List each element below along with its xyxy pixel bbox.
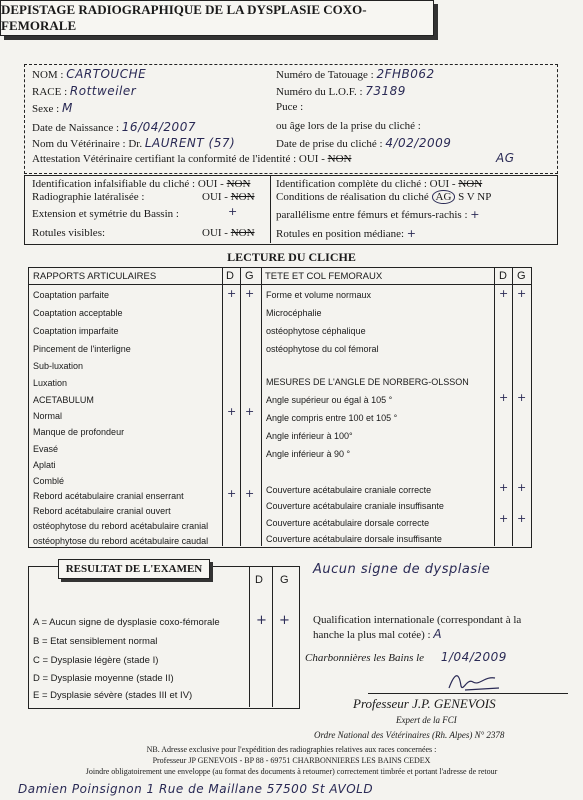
mark-forme-d: +	[499, 287, 509, 300]
mark-enserrant-g: +	[245, 487, 255, 500]
mark-craniale-d: +	[499, 481, 509, 494]
left-col-d: D	[226, 270, 234, 282]
lof-value: 73189	[365, 84, 406, 98]
norberg-row: Angle compris entre 100 et 105 °	[266, 413, 398, 423]
conclusion-handwritten: Aucun signe de dysplasie	[313, 562, 491, 577]
qualification-label: Qualification internationale (correspondant à la hanche la plus mal cotée) :	[313, 614, 522, 641]
qualification-value: A	[433, 627, 443, 641]
parallelisme-row	[276, 208, 480, 221]
rotules-oui: OUI -	[202, 227, 228, 239]
infalsifiable-non: NON	[226, 178, 251, 190]
resultat-item: C = Dysplasie légère (stade I)	[33, 655, 159, 666]
ordre-label: Ordre National des Vétérinaires (Rh. Alpes) N° 2378	[314, 730, 505, 740]
age-label: ou âge lors de la prise du cliché :	[276, 120, 421, 132]
lecture-mid-divider	[261, 267, 262, 546]
veterinaire-row	[32, 136, 235, 150]
extension-label: Extension et symétrie du Bassin :	[32, 208, 179, 220]
infalsifiable-row	[32, 178, 250, 190]
professeur-name: Professeur J.P. GENEVOIS	[353, 696, 496, 711]
radio-label: Radiographie latéralisée :	[32, 191, 145, 203]
attestation-label: Attestation Vétérinaire certifiant la conformité de l'identité : OUI -	[32, 153, 325, 165]
place-row	[305, 650, 507, 664]
left-header: RAPPORTS ARTICULAIRES	[33, 271, 157, 282]
conditions-options: S V NP	[458, 191, 492, 203]
resultat-heading: RESULTAT DE L'EXAMEN	[65, 563, 203, 575]
acetabulum-row: ostéophytose du rebord acétabulaire cranial	[33, 521, 209, 531]
norberg-header: MESURES DE L'ANGLE DE NORBERG-OLSSON	[266, 377, 469, 387]
qualification-block	[313, 613, 551, 642]
attestation-non: NON	[327, 153, 352, 165]
lecture-col-d-right	[494, 267, 495, 546]
couverture-row: Couverture acétabulaire craniale insuffisante	[266, 501, 444, 511]
right-col-d: D	[499, 270, 507, 282]
tatouage-row	[276, 67, 435, 81]
race-row	[32, 84, 136, 98]
sexe-row	[32, 101, 73, 115]
radio-row	[32, 191, 144, 203]
right-header: TETE ET COL FEMORAUX	[265, 271, 383, 282]
complete-row	[276, 178, 482, 190]
rotules-med-label: Rotules en position médiane:	[276, 228, 405, 240]
puce-row	[276, 101, 303, 113]
left-row: Sub-luxation	[33, 361, 84, 371]
veterinaire-label: Nom du Vétérinaire : Dr.	[32, 138, 143, 150]
left-row: Coaptation acceptable	[33, 308, 123, 318]
norberg-row: Angle inférieur à 90 °	[266, 449, 351, 459]
acetabulum-row: ostéophytose du rebord acétabulaire caudal	[33, 536, 209, 546]
prise-value: 4/02/2009	[385, 136, 452, 150]
naissance-label: Date de Naissance :	[32, 122, 120, 134]
lecture-header-line	[28, 284, 531, 285]
acetabulum-row: Aplati	[33, 460, 56, 470]
right-row: ostéophytose céphalique	[266, 326, 366, 336]
acetabulum-row: Rebord acétabulaire cranial enserrant	[33, 491, 184, 501]
signature-icon	[445, 668, 505, 696]
resultat-d-header: D	[255, 574, 263, 586]
place-date: 1/04/2009	[440, 650, 507, 664]
sexe-label: Sexe :	[32, 103, 60, 115]
race-value: Rottweiler	[69, 84, 137, 98]
conditions-label: Conditions de réalisation du cliché	[276, 191, 429, 203]
mark-angle-g: +	[517, 391, 527, 404]
mark-dorsale-g: +	[517, 512, 527, 525]
footer-joindre: Joindre obligatoirement une enveloppe (au format des documents à retourner) correctement timbrée et portant l'adresse de retour	[85, 767, 498, 776]
nom-value: CARTOUCHE	[66, 67, 147, 81]
veterinaire-value: LAURENT (57)	[144, 136, 236, 150]
lecture-col-g-right	[512, 267, 513, 546]
mark-forme-g: +	[517, 287, 527, 300]
ag-mark: AG	[496, 151, 515, 165]
right-row: ostéophytose du col fémoral	[266, 344, 379, 354]
rotules-non: NON	[230, 227, 255, 239]
left-row: Pincement de l'interligne	[33, 344, 131, 354]
signature-line	[368, 693, 568, 694]
couverture-row: Couverture acétabulaire dorsale insuffisante	[266, 534, 442, 544]
left-row: Luxation	[33, 378, 68, 388]
footer-address: Professeur JP GENEVOIS - BP 88 - 69751 CHARBONNIERES LES BAINS CEDEX	[152, 756, 431, 765]
complete-non: NON	[458, 178, 483, 190]
right-row: Forme et volume normaux	[266, 290, 372, 300]
left-row: Coaptation imparfaite	[33, 326, 119, 336]
acetabulum-row: Rebord acétabulaire cranial ouvert	[33, 506, 171, 516]
resultat-g-header: G	[280, 574, 289, 586]
handwritten-return-address: Damien Poinsignon 1 Rue de Maillane 57500 St AVOLD	[18, 782, 374, 796]
expert-label: Expert de la FCI	[396, 715, 457, 725]
radio-non: NON	[230, 191, 255, 203]
acetabulum-row: Evasé	[33, 444, 59, 454]
right-col-g: G	[517, 270, 526, 282]
acetabulum-row: Normal	[33, 411, 63, 421]
attestation-row	[32, 153, 351, 165]
acetabulum-row: Manque de profondeur	[33, 427, 125, 437]
right-row: Microcéphalie	[266, 308, 322, 318]
mark-normal-g: +	[245, 405, 255, 418]
resultat-col-d	[249, 566, 250, 707]
rotules-med-row	[276, 227, 416, 240]
acetabulum-row: Comblé	[33, 476, 65, 486]
rotules-row	[32, 227, 105, 239]
parallelisme-value: +	[470, 208, 480, 221]
mark-angle-d: +	[499, 391, 509, 404]
couverture-row: Couverture acétabulaire craniale correcte	[266, 485, 432, 495]
extension-value: +	[228, 205, 238, 218]
mark-resultat-a-d: +	[256, 613, 267, 628]
lof-row	[276, 84, 406, 98]
resultat-item: B = Etat sensiblement normal	[33, 636, 158, 647]
prise-row	[276, 136, 451, 150]
naissance-value: 16/04/2007	[121, 120, 196, 134]
conditions-selected: AG	[432, 190, 456, 204]
mark-resultat-a-g: +	[279, 613, 290, 628]
left-row: Coaptation parfaite	[33, 290, 110, 300]
mark-dorsale-d: +	[499, 512, 509, 525]
left-col-g: G	[245, 270, 254, 282]
mark-craniale-g: +	[517, 481, 527, 494]
resultat-heading-box	[58, 559, 210, 579]
nom-label: NOM :	[32, 69, 64, 81]
rotules-med-value: +	[406, 227, 417, 240]
mark-coaptation-g: +	[245, 287, 255, 300]
norberg-row: Angle supérieur ou égal à 105 °	[266, 395, 393, 405]
mark-coaptation-d: +	[227, 287, 237, 300]
lecture-col-d-left	[222, 267, 223, 546]
prise-label: Date de prise du cliché :	[276, 138, 383, 150]
lecture-col-g-left	[240, 267, 241, 546]
tatouage-value: 2FHB062	[376, 67, 435, 81]
couverture-row: Couverture acétabulaire dorsale correcte	[266, 518, 430, 528]
sexe-value: M	[61, 101, 73, 115]
extension-row	[32, 208, 179, 220]
left-row: ACETABULUM	[33, 395, 94, 405]
naissance-row	[32, 120, 196, 134]
age-row	[276, 120, 421, 132]
nom-row	[32, 67, 146, 81]
puce-label: Puce :	[276, 101, 304, 113]
title-text: DEPISTAGE RADIOGRAPHIQUE DE LA DYSPLASIE COXO-FEMORALE	[1, 2, 367, 33]
resultat-item: A = Aucun signe de dysplasie coxo-fémorale	[33, 617, 220, 628]
lof-label: Numéro du L.O.F. :	[276, 86, 363, 98]
resultat-item: E = Dysplasie sévère (stades III et IV)	[33, 690, 193, 701]
mark-normal-d: +	[227, 405, 237, 418]
rotules-choice	[202, 227, 255, 239]
place-label: Charbonnières les Bains le	[305, 652, 425, 664]
race-label: RACE :	[32, 86, 68, 98]
radio-oui: OUI -	[202, 191, 228, 203]
resultat-item: D = Dysplasie moyenne (stade II)	[33, 673, 174, 684]
identification-divider	[270, 175, 271, 243]
rotules-label: Rotules visibles:	[32, 227, 106, 239]
footer-nb: NB. Adresse exclusive pour l'expédition des radiographies relatives aux races concernées :	[146, 745, 437, 754]
resultat-col-g	[272, 566, 273, 707]
lecture-heading: LECTURE DU CLICHE	[227, 250, 356, 264]
complete-label: Identification complète du cliché : OUI -	[276, 178, 456, 190]
conditions-row	[276, 191, 491, 203]
document-title	[0, 0, 434, 36]
norberg-row: Angle inférieur à 100°	[266, 431, 353, 441]
tatouage-label: Numéro de Tatouage :	[276, 69, 374, 81]
mark-enserrant-d: +	[227, 487, 237, 500]
parallelisme-label: parallélisme entre fémurs et fémurs-rachis :	[276, 209, 468, 221]
infalsifiable-label: Identification infalsifiable du cliché : OUI -	[32, 178, 224, 190]
radio-choice	[202, 191, 255, 203]
